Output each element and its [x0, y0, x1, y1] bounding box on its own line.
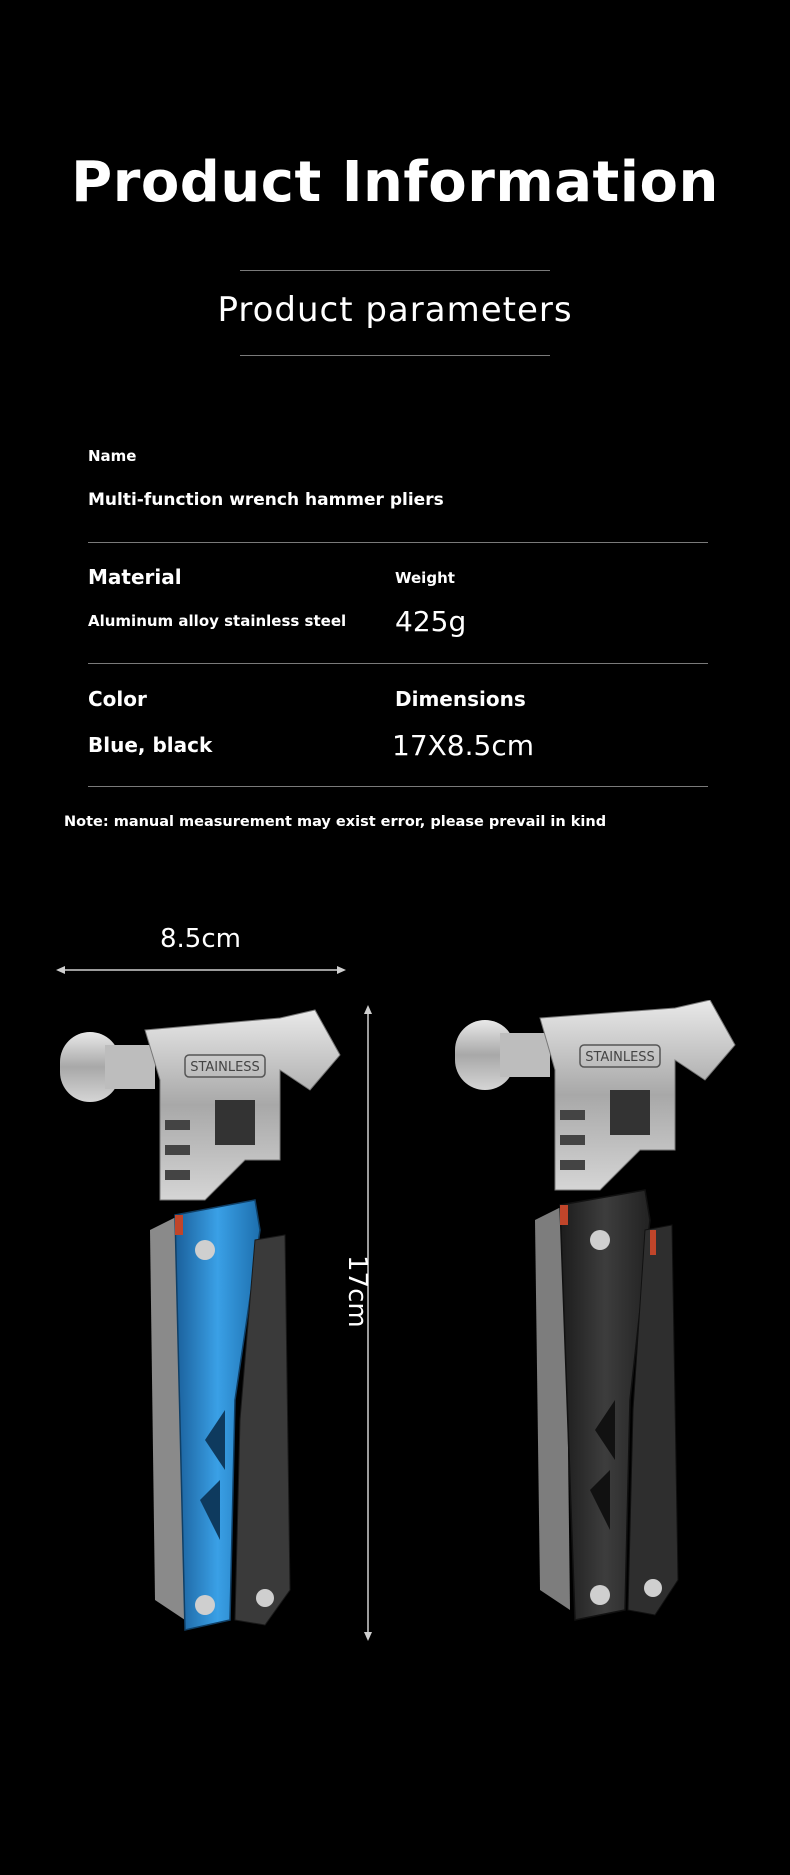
- measurement-note: Note: manual measurement may exist error, please prevail in kind: [64, 814, 607, 830]
- blue-multitool-image: [55, 1000, 355, 1650]
- color-value: Blue, black: [88, 733, 213, 757]
- black-multitool-image: [450, 1000, 750, 1650]
- width-dimension-label: 8.5cm: [160, 924, 241, 954]
- width-dimension-arrow: [56, 960, 346, 980]
- spec-divider-2: [88, 663, 708, 664]
- engraving-text-black: STAINLESS: [585, 1050, 655, 1065]
- material-label: Material: [88, 565, 182, 589]
- weight-value: 425g: [395, 605, 467, 638]
- subtitle-top-divider: [240, 270, 550, 271]
- section-subtitle: Product parameters: [217, 290, 573, 330]
- spec-divider-3: [88, 786, 708, 787]
- engraving-text-blue: STAINLESS: [190, 1060, 260, 1075]
- page-title: Product Information: [71, 150, 719, 215]
- spec-divider-1: [88, 542, 708, 543]
- name-value: Multi-function wrench hammer pliers: [88, 490, 444, 510]
- color-label: Color: [88, 687, 147, 711]
- material-value: Aluminum alloy stainless steel: [88, 612, 347, 630]
- subtitle-bottom-divider: [240, 355, 550, 356]
- weight-label: Weight: [395, 569, 455, 587]
- dimensions-label: Dimensions: [395, 687, 526, 711]
- height-dimension-label: 17cm: [342, 1255, 372, 1328]
- dimensions-value: 17X8.5cm: [392, 729, 535, 762]
- name-label: Name: [88, 447, 137, 465]
